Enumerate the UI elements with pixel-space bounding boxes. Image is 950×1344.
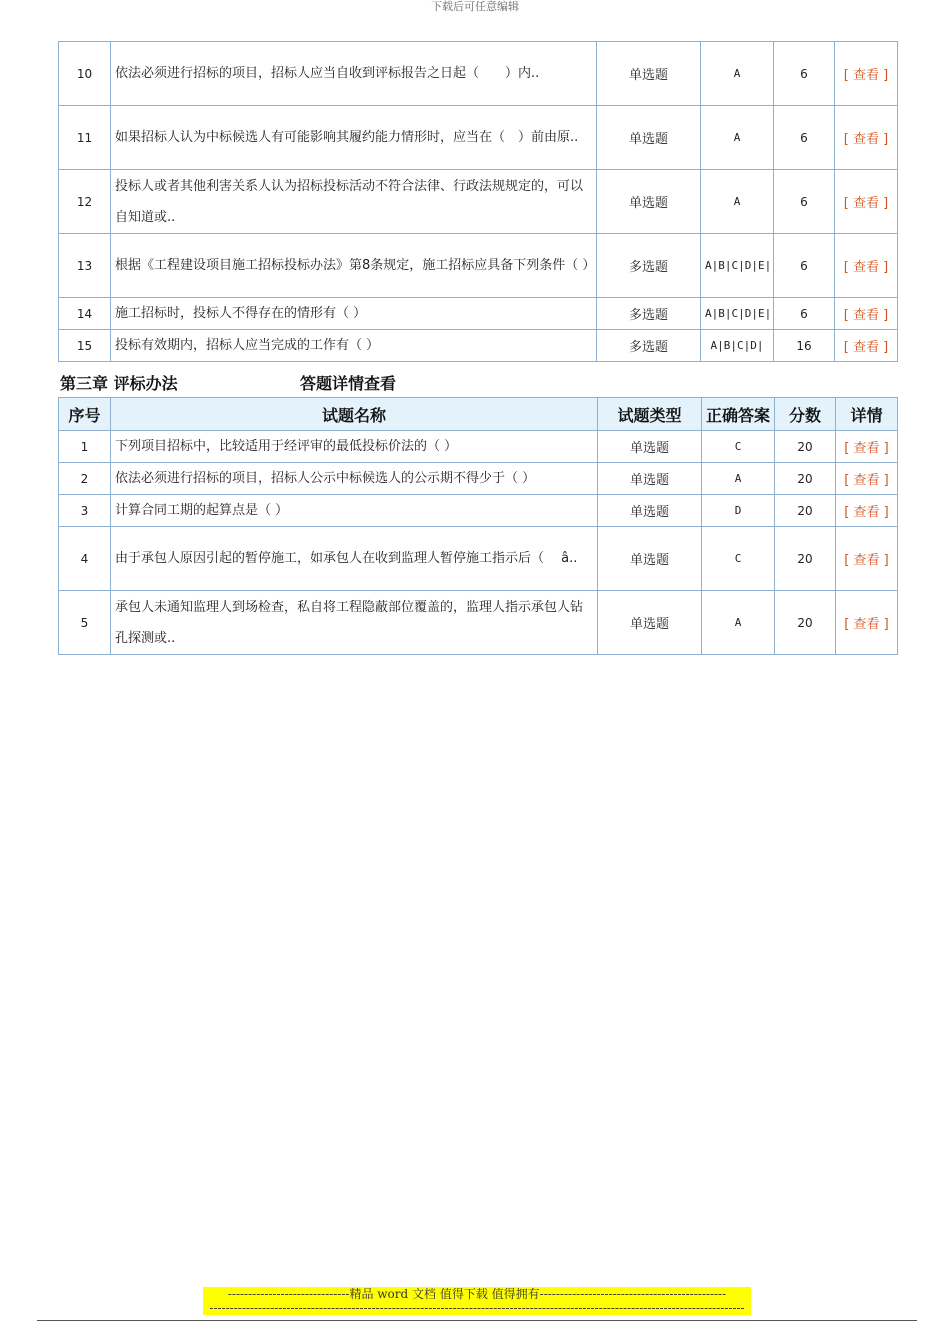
question-type: 单选题 [598, 495, 702, 527]
detail-cell [836, 495, 898, 527]
view-detail-link[interactable]: [ 查看 ] [844, 553, 889, 568]
question-type: 单选题 [597, 170, 701, 234]
answer-details-title: 答题详情查看 [300, 374, 397, 393]
footer-divider [37, 1320, 917, 1321]
question-score: 6 [774, 234, 835, 298]
question-title: 施工招标时，投标人不得存在的情形有（ ） [111, 298, 597, 330]
table-row [59, 42, 898, 106]
view-detail-link[interactable]: [ 查看 ] [844, 473, 889, 488]
footer-banner-line: ------------------------------------------------------------------------------------------------------------------------------------ [209, 1301, 745, 1315]
question-score: 20 [775, 527, 836, 591]
question-number: 3 [59, 495, 111, 527]
table-row [59, 591, 898, 655]
correct-answer: A [701, 106, 774, 170]
correct-answer: C [702, 527, 775, 591]
correct-answer: A|B|C|D|E| [701, 234, 774, 298]
question-score: 6 [774, 106, 835, 170]
question-type: 多选题 [597, 234, 701, 298]
question-type: 单选题 [598, 431, 702, 463]
question-title: 承包人未通知监理人到场检查，私自将工程隐蔽部位覆盖的，监理人指示承包人钻孔探测或.. [111, 591, 598, 655]
correct-answer: C [702, 431, 775, 463]
question-number: 2 [59, 463, 111, 495]
view-detail-link[interactable]: [ 查看 ] [844, 505, 889, 520]
question-number: 5 [59, 591, 111, 655]
question-score: 20 [775, 463, 836, 495]
question-title: 如果招标人认为中标候选人有可能影响其履约能力情形时，应当在（ ）前由原.. [111, 106, 597, 170]
table-row [59, 495, 898, 527]
question-number: 13 [59, 234, 111, 298]
correct-answer: A|B|C|D| [701, 330, 774, 362]
question-table-chapter3 [58, 397, 898, 655]
question-number: 12 [59, 170, 111, 234]
view-detail-link[interactable]: [ 查看 ] [843, 340, 889, 355]
detail-cell [835, 42, 898, 106]
correct-answer: A [701, 170, 774, 234]
question-title: 计算合同工期的起算点是（ ） [111, 495, 598, 527]
question-number: 1 [59, 431, 111, 463]
detail-cell [836, 463, 898, 495]
question-number: 11 [59, 106, 111, 170]
question-title: 投标有效期内，招标人应当完成的工作有（ ） [111, 330, 597, 362]
view-detail-link[interactable]: [ 查看 ] [843, 68, 889, 83]
view-detail-link[interactable]: [ 查看 ] [843, 196, 889, 211]
question-type: 单选题 [598, 527, 702, 591]
correct-answer: A [702, 463, 775, 495]
detail-cell [835, 298, 898, 330]
detail-cell [835, 234, 898, 298]
table-row [59, 431, 898, 463]
question-title: 由于承包人原因引起的暂停施工，如承包人在收到监理人暂停施工指示后（ â.. [111, 527, 598, 591]
view-detail-link[interactable]: [ 查看 ] [843, 260, 889, 275]
question-type: 多选题 [597, 330, 701, 362]
column-header-detail: 详情 [836, 398, 898, 431]
view-detail-link[interactable]: [ 查看 ] [843, 132, 889, 147]
table-row [59, 234, 898, 298]
table-row [59, 463, 898, 495]
table-row [59, 170, 898, 234]
question-number: 4 [59, 527, 111, 591]
question-type: 单选题 [597, 106, 701, 170]
column-header-name: 试题名称 [111, 398, 598, 431]
table-row [59, 527, 898, 591]
detail-cell [835, 330, 898, 362]
table-row [59, 330, 898, 362]
table-row [59, 106, 898, 170]
view-detail-link[interactable]: [ 查看 ] [844, 617, 889, 632]
question-title: 根据《工程建设项目施工招标投标办法》第8条规定，施工招标应具备下列条件（ ） [111, 234, 597, 298]
column-header-answer: 正确答案 [702, 398, 775, 431]
question-number: 14 [59, 298, 111, 330]
table-row [59, 298, 898, 330]
question-score: 6 [774, 170, 835, 234]
question-number: 10 [59, 42, 111, 106]
detail-cell [835, 106, 898, 170]
table-header-row [59, 398, 898, 431]
question-score: 6 [774, 298, 835, 330]
detail-cell [836, 431, 898, 463]
question-score: 20 [775, 431, 836, 463]
column-header-score: 分数 [775, 398, 836, 431]
footer-banner [203, 1287, 751, 1315]
question-title: 下列项目招标中，比较适用于经评审的最低投标价法的（ ） [111, 431, 598, 463]
detail-cell [836, 591, 898, 655]
question-type: 单选题 [597, 42, 701, 106]
question-title: 依法必须进行招标的项目，招标人应当自收到评标报告之日起（ ）内.. [111, 42, 597, 106]
footer-banner-line: ------------------------------精品 word 文档 值得下载 值得拥有---------------------------------------------- [227, 1287, 727, 1301]
detail-cell [835, 170, 898, 234]
view-detail-link[interactable]: [ 查看 ] [844, 441, 889, 456]
correct-answer: A [702, 591, 775, 655]
question-score: 20 [775, 591, 836, 655]
question-type: 多选题 [597, 298, 701, 330]
question-score: 6 [774, 42, 835, 106]
question-table-continued [58, 41, 898, 362]
question-type: 单选题 [598, 463, 702, 495]
correct-answer: A [701, 42, 774, 106]
section-heading [60, 371, 396, 394]
question-title: 依法必须进行招标的项目，招标人公示中标候选人的公示期不得少于（ ） [111, 463, 598, 495]
question-type: 单选题 [598, 591, 702, 655]
correct-answer: A|B|C|D|E| [701, 298, 774, 330]
header-note: 下载后可任意编辑 [431, 0, 519, 13]
detail-cell [836, 527, 898, 591]
column-header-type: 试题类型 [598, 398, 702, 431]
chapter-title: 第三章 评标办法 [60, 374, 178, 393]
question-number: 15 [59, 330, 111, 362]
question-title: 投标人或者其他利害关系人认为招标投标活动不符合法律、行政法规规定的，可以自知道或.. [111, 170, 597, 234]
question-score: 16 [774, 330, 835, 362]
view-detail-link[interactable]: [ 查看 ] [843, 308, 889, 323]
column-header-number: 序号 [59, 398, 111, 431]
correct-answer: D [702, 495, 775, 527]
question-score: 20 [775, 495, 836, 527]
